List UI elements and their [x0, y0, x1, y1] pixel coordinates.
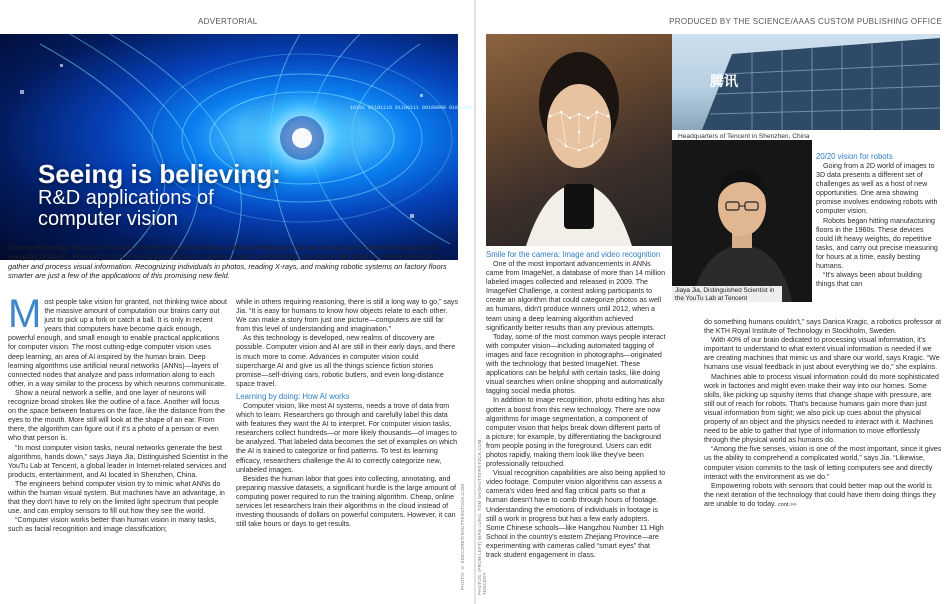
section-heading-robots: 20/20 vision for robots [816, 152, 893, 161]
col4-paragraph-2: Robots began hitting manufacturing floors in the 1960s. These devices could lift heavy weights, do repetitive tasks, and carry out precise measuring for hours at a time, easily besting humans. [816, 216, 938, 271]
col1-paragraph-3: “In most computer vision tasks, neural networks generate the best algorithms, hands down,” says Jiaya Jia, Distinguished Scientist in the YouTu Lab at Tencent, a global leader in Internet-related services and products, entertainment, and AI located in Shenzhen, China. [8, 443, 229, 479]
col2-paragraph-1: while in others requiring reasoning, there is still a long way to go,” says Jia. “It is easy for humans to know how objects relate to each other. We can make a story from just one picture—computers are still far from this level of understanding and imagination.” [236, 298, 458, 334]
page-header-right [475, 0, 950, 34]
hero-binary-text: 10101 01101110 01100111 00100000 01001000 [350, 105, 474, 111]
continued-marker: cont.>> [778, 501, 797, 508]
photo-credit-right: PHOTOS: (FROM LEFT) WAN LONG; TOM SH/SHUTTERSTOCK.COM; TENCENT [477, 437, 487, 595]
col4-paragraph-6: “Among the five senses, vision is one of the most important, since it gives us the ability to comprehend a complicated world,” says Jia. “Likewise, computer vision commits to the task of letting computers see and directly interact with the environment as we do.” [704, 445, 942, 481]
col2-paragraph-2: As this technology is developed, new realms of discovery are possible. Computer vision and AI are still in their early days, and there is much more to come. Advances in computer vision could supercharge AI and give us all the things science fiction stories promise—self-driving cars, robotic butlers, and even long-distance space travel. [236, 334, 456, 388]
title-line-2b: computer vision [38, 208, 179, 230]
col4-paragraph-3a: “It's always been about building things that can [816, 271, 922, 289]
col4-paragraph-4: With 40% of our brain dedicated to processing visual information, it's important to understand to what extent visual information is needed if we are creating machines that mimic us and share our world, says Kragic. “We humans use visual feedback in just about everything we do,” she explains. [704, 336, 940, 372]
section-heading-smile: Smile for the camera: Image and video recognition [486, 250, 661, 259]
col1-paragraph-2: Show a neural network a selfie, and one layer of neurons will recognize broad strokes like the outline of a face. Another will focus on the space between features on the face, like the distance from the eyes to the mouth. More still will look at the shape of an ear. From there, the algorithm can figure out if it's a photo of a person or even who that person is. [8, 388, 225, 443]
photo-jiaya-jia [672, 140, 812, 302]
hero-image [0, 34, 474, 260]
title-line-1: Seeing is believing: [38, 159, 281, 189]
advertorial-label: ADVERTORIAL [198, 17, 258, 26]
caption-jiaya-jia: Jiaya Jia, Distinguished Scientist in the YouTu Lab at Tencent [672, 286, 782, 303]
col3-paragraph-3: In addition to image recognition, photo editing has also gotten a boost from this new technology. There are now algorithms for image segmentation, a component of computer vision that helps break down different parts of a picture; for example, by differentiating the background from people posing in the foreground. Users can edit photos rapidly, making them look like they've been professionally retouched. [486, 396, 665, 469]
column-1 [8, 292, 229, 534]
photo-tencent-building [672, 34, 940, 130]
drop-cap: M [8, 292, 42, 336]
title-line-2a: R&D applications of [38, 187, 214, 209]
section-heading-learning: Learning by doing: How AI works [236, 391, 350, 401]
col4-paragraph-1: Going from a 2D world of images to 3D data presents a different set of challenges as well as a host of new opportunities. One area showing promise involves endowing robots with computer vision. [816, 162, 938, 216]
column-3 [486, 250, 666, 560]
photo-face-recognition [486, 34, 672, 246]
col4-paragraph-3b: do something humans couldn't,” says Danica Kragic, a robotics professor at the KTH Royal Institute of Technology in Stockholm, Sweden. [704, 318, 942, 336]
col3-paragraph-2: Today, some of the most common ways people interact with computer vision—including automated tagging of images and face recognition in photographs—originated with the technology that bested ImageNet. These applications can be helpful with certain tasks, like doing visual searches when online shopping and automatically tagging social media photos. [486, 332, 666, 396]
photo-credit-left: PHOTO: © SDECORET/SHUTTERSTOCK.COM [460, 483, 465, 590]
standfirst: Once a technology that only existed in the realm of science fiction, artificial intelligence (AI) has moved out of research labs and into everyday products. Powering much of the progress in AI is computer vision, a technology concerned with building software that can gather and process visual information. Recognizing individuals in photos, reading X-rays, and making robotic systems on factory floors smarter are just a few of the applications of this promising new field. [8, 243, 447, 281]
building-graphic [672, 34, 940, 130]
building-sign: 腾讯 [710, 74, 738, 90]
publisher-label: PRODUCED BY THE SCIENCE/AAAS CUSTOM PUBLISHING OFFICE [669, 17, 942, 26]
caption-headquarters: Headquarters of Tencent in Shenzhen, China [678, 133, 810, 140]
article-title [38, 160, 281, 230]
col2-paragraph-4: Besides the human labor that goes into collecting, annotating, and preparing massive datasets, a significant hurdle is the large amount of computing power required to run the training algorithm. Cheap, online services let researchers train their algorithms in the cloud instead of investing thousands of dollars on powerful computers. However, it can still take hours or days to get results. [236, 474, 457, 529]
col3-paragraph-1: One of the most important advancements in ANNs came from ImageNet, a database of more than 14 million labeled images collected and released in 2009. The ImageNet Challenge, a contest asking participants to create an algorithm that could categorize photos as well as humans, didn't produce winners until 2012, when a team using a deep learning algorithm achieved significantly better results than any previous attempts. [486, 260, 666, 332]
col1-paragraph-1: Most people take vision for granted, not thinking twice about the massive amount of computation our brains carry out just to pick up a fork or catch a ball. It is only in recent years that computers have become quick enough, powerful enough, and small enough to enable practical applications for computer vision. The most cutting-edge computer vision uses deep learning, an area of AI inspired by the human brain. Deep learning algorithms use artificial neural networks (ANNs)—layers of connected nodes that analyze and pass information along to each other, in a way similar to the process by which neurons communicate. [8, 292, 227, 388]
col2-paragraph-3: Computer vision, like most AI systems, needs a trove of data from which to learn. Researchers go through and carefully label this data with features they want the AI to interpret. For computer vision tasks, researchers collect hundreds—or more likely thousands—of images to be analyzed. That labeled data becomes the set of examples on which the AI is trained to categorize or find patterns. To test its learning efficacy, researchers challenge the AI to correctly categorize new, unlabeled images. [236, 401, 458, 474]
col4-paragraph-7: Empowering robots with sensors that could better map out the world is the next iteration of the technology that could have them doing things they are unable to do today. cont.>> [704, 481, 936, 508]
col1-paragraph-4: The engineers behind computer vision try to mimic what ANNs do within the human visual system. But machines have an advantage, in that they don't have to rely on the limited light spectrum that people use, and can employ sensors to fill out how they see the world. [8, 479, 225, 516]
col4-paragraph-5: Machines able to process visual information could do more sophisticated work in factories and might even make their way into our homes. Some skills, like picking up squishy items that change shape with pressure, are still out of reach for robots. That's because humans gain more than just visual information from sight; we also pick up cues about the physical property of an object and the physics needed to interact with it. Machines need to be able to gather that type of information to move effortlessly through the physical world as humans do. [704, 372, 939, 445]
column-4-top [816, 152, 942, 289]
page-gutter [474, 0, 476, 604]
page-header-left [0, 0, 475, 34]
face-recognition-graphic [486, 34, 672, 246]
col1-paragraph-5: “Computer vision works better than human vision in many tasks, such as facial recognition and image classification; [8, 516, 217, 534]
column-4 [704, 318, 942, 510]
column-2 [236, 298, 458, 529]
portrait-graphic [672, 140, 812, 302]
col3-paragraph-4: Visual recognition capabilities are also being applied to video footage. Computer vision algorithms can assess a camera's video feed and flag critical parts so that a human doesn't have to comb through hours of footage. Understanding the emotions of individuals in footage is still a work in progress but has a few early adopters. Some Chinese schools—like Hangzhou Number 11 High School in the country's eastern Zhejiang Province—are experimenting with cameras called “smart eyes” that track student engagement in class. [486, 469, 666, 559]
